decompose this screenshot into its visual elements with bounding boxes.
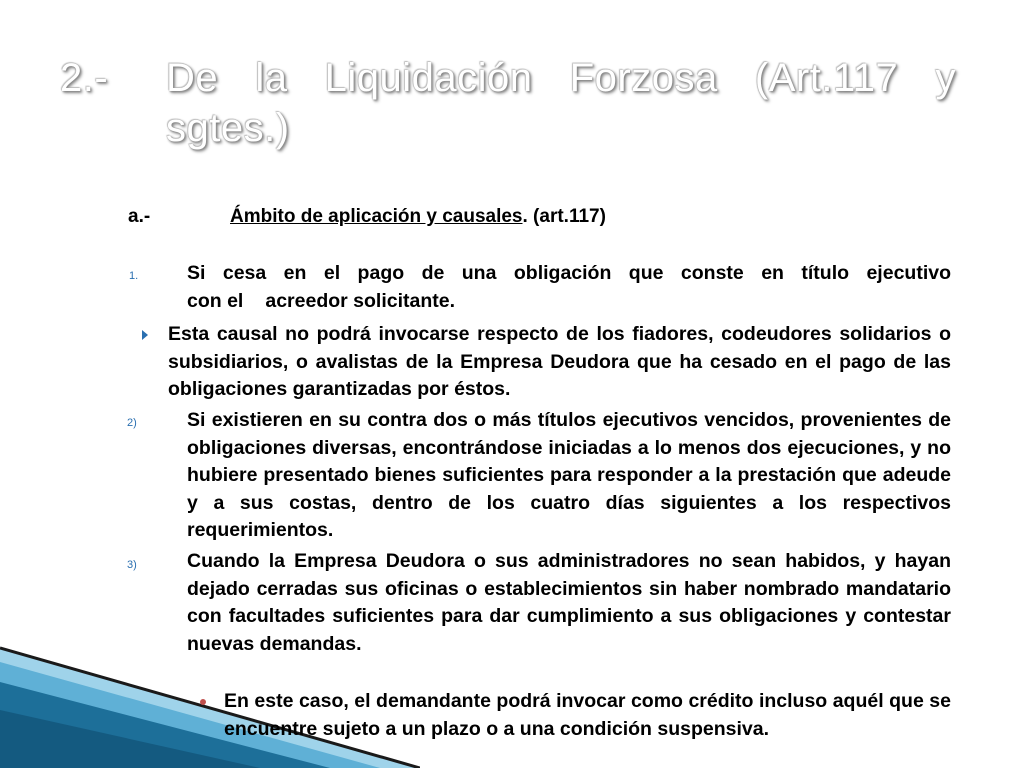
title-line-2: sgtes.) [166,106,290,150]
title-line-1 [166,52,956,104]
title-word: y [935,56,956,100]
title-word: (Art.117 [754,56,899,100]
section-letter: a.- [128,206,151,227]
arrow-bullet-icon [142,330,148,340]
section-heading-text [230,206,606,228]
item-1-line-2b: acreedor solicitante. [265,289,456,312]
item-2: Si existieren en su contra dos o más títulos ejecutivos vencidos, provenientes de obligaciones diversas, encontrándose iniciadas a lo menos dos ejecuciones, y no hubiere presentado bienes suficientes para responder a la prestación que adeude y a sus costas, dentro de los cuatro días siguientes a los respectivos requerimientos. [187,409,951,541]
item-1-line-2a: con el [187,289,244,312]
title-word: De [166,56,219,100]
item-1-line-2 [187,288,951,316]
item-3-marker: 3) [127,559,137,571]
title-number: 2.- [60,56,109,100]
item-1 [187,260,951,315]
item-1-marker: 1. [129,270,139,282]
title-word: Liquidación [324,56,533,100]
item-3: Cuando la Empresa Deudora o sus administradores no sean habidos, y hayan dejado cerradas sus oficinas o establecimientos sin haber nombrado mandatario con facultades suficientes para dar cumplimiento a sus obligaciones y contestar nuevas demandas. [187,550,951,655]
section-heading-underlined: Ámbito de aplicación y causales [230,206,523,227]
item-dot: En este caso, el demandante podrá invocar como crédito incluso aquél que se encuentre sujeto a un plazo o a una condición suspensiva. [224,690,951,740]
item-2-marker: 2) [127,417,137,429]
section-heading-rest: . (art.117) [522,206,606,227]
item-1-line-1: Si cesa en el pago de una obligación que conste en título ejecutivo [187,262,951,284]
item-arrow: Esta causal no podrá invocarse respecto de los fiadores, codeudores solidarios o subsidiarios, o avalistas de la Empresa Deudora que ha cesado en el pago de las obligaciones garantizadas por éstos. [168,323,951,400]
title-word: la [255,56,288,100]
dot-bullet-icon [200,699,206,705]
title-word: Forzosa [569,56,718,100]
